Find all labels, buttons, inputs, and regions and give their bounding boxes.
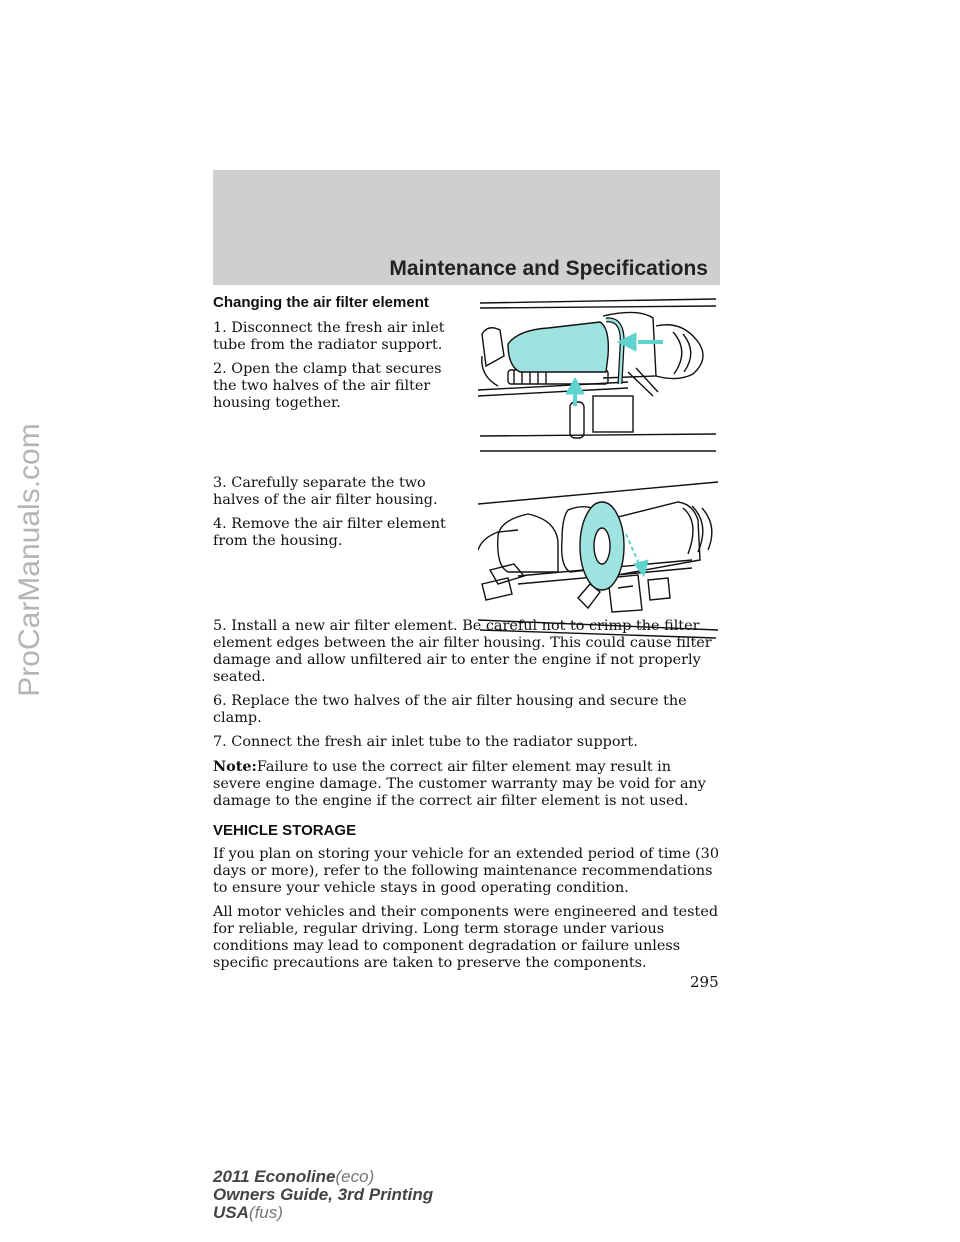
footer-guide: Owners Guide, 3rd Printing <box>213 1185 434 1204</box>
section-heading: VEHICLE STORAGE <box>213 822 357 839</box>
page-content <box>213 294 723 979</box>
step-3: 3. Carefully separate the two halves of the air filter housing. <box>213 475 438 508</box>
footer-model-code: (eco) <box>335 1167 375 1186</box>
page-number: 295 <box>690 973 719 991</box>
section-header <box>213 170 720 285</box>
note-label: Note: <box>213 758 257 775</box>
step-7: 7. Connect the fresh air inlet tube to the radiator support. <box>213 734 638 750</box>
step-6: 6. Replace the two halves of the air filter housing and secure the clamp. <box>213 693 687 726</box>
note <box>213 758 723 810</box>
watermark <box>0 0 60 1242</box>
step-4: 4. Remove the air filter element from the housing. <box>213 516 446 549</box>
footer <box>213 1168 433 1222</box>
storage-paragraph-2: All motor vehicles and their components were engineered and tested for reliable, regular driving. Long term storage under various conditions may lead to component degradation or failure unless specific precautions are taken to preserve the components. <box>213 904 719 971</box>
watermark-text: ProCarManuals.com <box>13 423 46 697</box>
step-1: 1. Disconnect the fresh air inlet tube from the radiator support. <box>213 320 445 353</box>
footer-region: USA <box>213 1203 249 1222</box>
storage-paragraph-1: If you plan on storing your vehicle for an extended period of time (30 days or more), refer to the following maintenance recommendations to ensure your vehicle stays in good operating condition. <box>213 846 719 896</box>
step-2: 2. Open the clamp that secures the two halves of the air filter housing together. <box>213 361 442 411</box>
step-5: 5. Install a new air filter element. Be careful not to crimp the filter element edges between the air filter housing. This could cause filter damage and allow unfiltered air to enter the engine if not properly seated. <box>213 618 712 685</box>
note-text: Failure to use the correct air filter element may result in severe engine damage. The customer warranty may be void for any damage to the engine if the correct air filter element is not used. <box>213 759 706 809</box>
section-title: Maintenance and Specifications <box>389 257 708 280</box>
subheading: Changing the air filter element <box>213 294 429 311</box>
footer-model: 2011 Econoline <box>213 1167 336 1186</box>
footer-region-code: (fus) <box>248 1203 283 1222</box>
